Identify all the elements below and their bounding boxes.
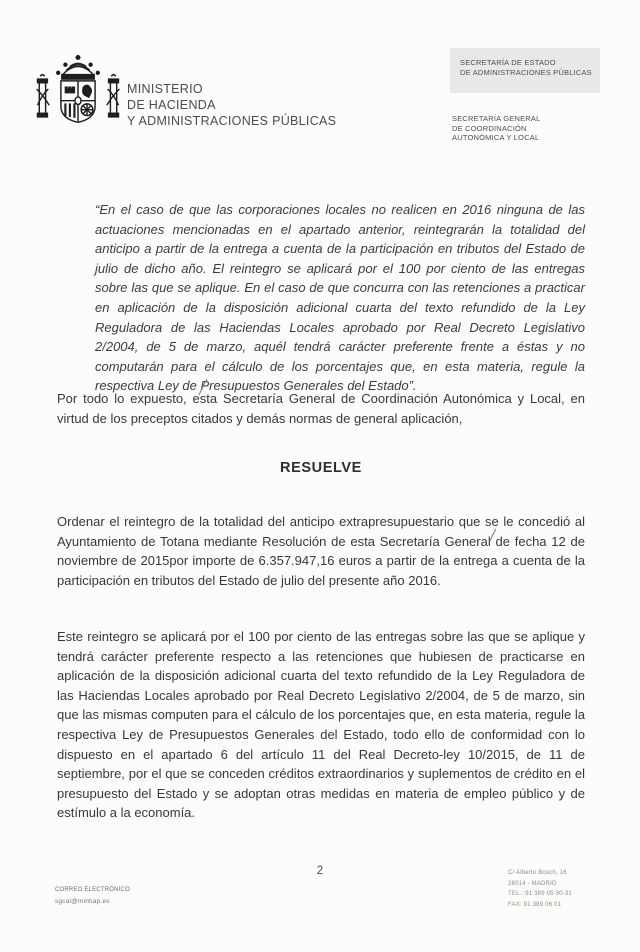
footer-email-address: sgcal@minhap.es — [55, 898, 110, 905]
secretaria-estado-line-1: SECRETARÍA DE ESTADO — [460, 58, 556, 67]
page-number: 2 — [316, 865, 324, 877]
footer-address-line-2: 28014 - MADRID — [508, 880, 557, 887]
spain-coat-of-arms-icon — [33, 52, 123, 144]
quoted-legal-paragraph: “En el caso de que las corporaciones locales no realicen en 2016 ninguna de las actuaciones mencionadas en el apartado anterior, reintegrarán la totalidad del anticipo a partir de la entrega a cuenta de la participación en tributos del Estado de julio de dicho año. El reintegro se aplicará por el 100 por ciento de las entregas sobre las que se aplique. En el caso de que concurra con las retenciones a practicar en aplicación de la disposición adicional cuarta del texto refundido de la Ley Reguladora de las Haciendas Locales aprobado por Real Decreto Legislativo 2/2004, de 5 de marzo, aquél tendrá carácter preferente frente a éstas y no computarán para el cálculo de los porcentajes que, en esta materia, regule la respectiva Ley de Presupuestos Generales del Estado”. — [95, 202, 585, 394]
secretaria-general-label — [452, 114, 540, 143]
secretaria-estado-line-2: DE ADMINISTRACIONES PÚBLICAS — [460, 67, 592, 77]
secretaria-general-line-1: SECRETARÍA GENERAL — [452, 114, 541, 123]
secretaria-general-line-2: DE COORDINACIÓN — [452, 123, 527, 133]
secretaria-estado-box — [450, 48, 600, 93]
paragraph-por-todo-lo-expuesto: Por todo lo expuesto, esta Secretaría General de Coordinación Autonómica y Local, en virtud de los preceptos citados y demás normas de general aplicación, — [57, 391, 585, 426]
footer-address-line-3: TEL.: 91 389 05 30-31 — [508, 891, 572, 897]
footer-email-label: CORREO ELECTRÓNICO — [55, 887, 130, 893]
ministry-line-2: DE HACIENDA — [127, 98, 216, 112]
footer-address-block — [508, 868, 572, 910]
paragraph-ordenar-reintegro: Ordenar el reintegro de la totalidad del anticipo extrapresupuestario que se le concedió al Ayuntamiento de Totana mediante Resolución de esta Secretaría General de fecha 12 de noviembre de 2015por importe de 6.357.947,16 euros a partir de la entrega a cuenta de la participación en tributos del Estado de julio del presente año 2016. — [57, 514, 585, 588]
ministry-line-1: MINISTERIO — [127, 82, 203, 96]
paragraph-este-reintegro: Este reintegro se aplicará por el 100 por ciento de las entregas sobre las que se aplique y tendrá carácter preferente respecto a las retenciones que hubiesen de practicarse en aplicación de la disposición adicional cuarta del texto refundido de la Ley Reguladora de las Haciendas Locales aprobado por Real Decreto Legislativo 2/2004, de 5 de marzo, sin que las mismas computen para el cálculo de los porcentajes que, en esta materia, regule la respectiva Ley de Presupuestos Generales del Estado, todo ello de conformidad con lo dispuesto en el apartado 6 del artículo 11 del Real Decreto-ley 10/2015, de 11 de septiembre, por el que se conceden créditos extraordinarios y suplementos de crédito en el presupuesto del Estado y se adoptan otras medidas en materia de empleo público y de estímulo a la economía. — [57, 629, 585, 821]
footer-address-line-1: C/ Alberto Bosch, 16 — [508, 870, 567, 876]
footer-email-block — [55, 885, 130, 907]
secretaria-general-line-3: AUTONÓMICA Y LOCAL — [452, 133, 540, 142]
ministry-name — [127, 81, 336, 129]
ministry-line-3: Y ADMINISTRACIONES PÚBLICAS — [127, 114, 337, 128]
footer-address-line-4: FAX: 91 389 06 01 — [508, 901, 562, 908]
resuelve-heading: RESUELVE — [280, 460, 362, 476]
